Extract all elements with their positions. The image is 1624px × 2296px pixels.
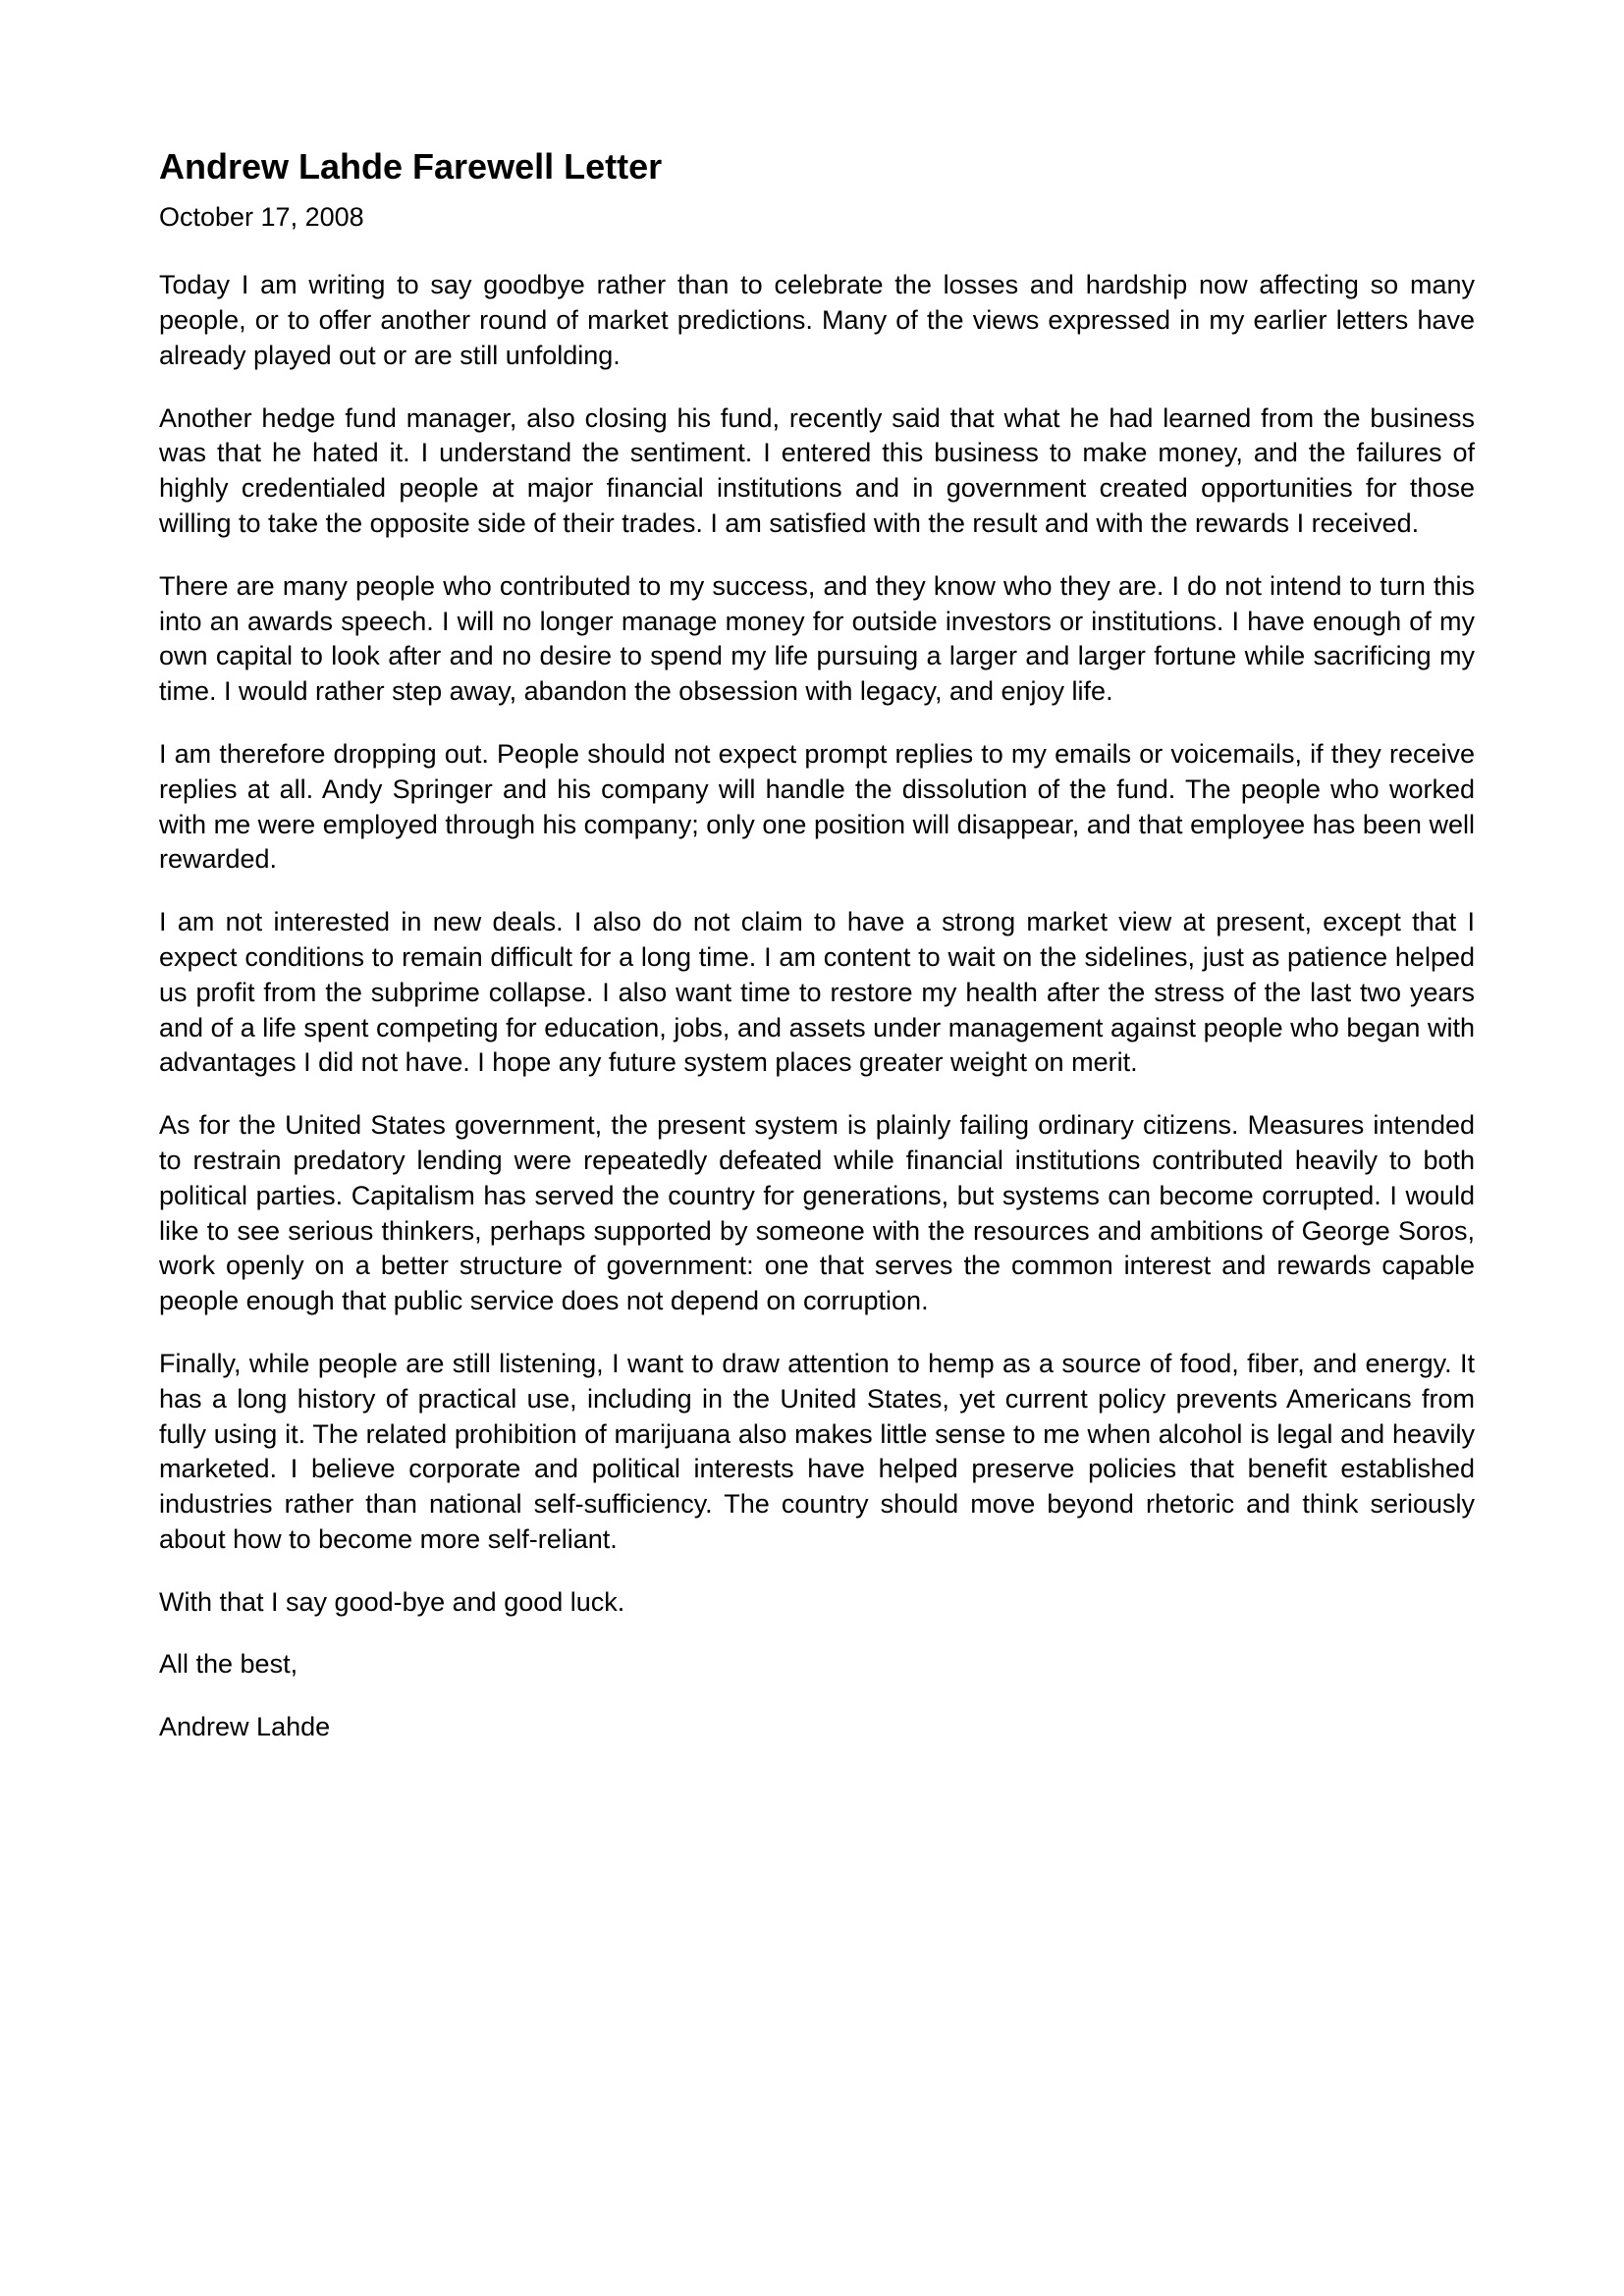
- signature-name: Andrew Lahde: [159, 1712, 331, 1742]
- letter-paragraph: There are many people who contributed to my success, and they know who they are. I do not intend to turn this into an awards speech. I will no longer manage money for outside investors or institutions. I have enough of my own capital to look after and no desire to spend my life pursuing a larger and larger fortune while sacrificing my time. I would rather step away, abandon the obsession with legacy, and enjoy life.: [159, 570, 1475, 707]
- closing-line: All the best,: [159, 1649, 298, 1680]
- letter-paragraph: Finally, while people are still listening, I want to draw attention to hemp as a source of food, fiber, and energy. It has a long history of practical use, including in the United States, yet current policy prevents Americans from fully using it. The related prohibition of marijuana also makes little sense to me when alcohol is legal and heavily marketed. I believe corporate and political interests have helped preserve policies that benefit established industries rather than national self-sufficiency. The country should move beyond rhetoric and think seriously about how to become more self-reliant.: [159, 1348, 1475, 1554]
- letter-paragraph: I am therefore dropping out. People should not expect prompt replies to my emails or voicemails, if they receive replies at all. Andy Springer and his company will handle the dissolution of the fund. The people who worked with me were employed through his company; only one position will disappear, and that employee has been well rewarded.: [159, 738, 1475, 875]
- letter-paragraph: I am not interested in new deals. I also do not claim to have a strong market view at present, except that I expect conditions to remain difficult for a long time. I am content to wait on the sidelines, just as patience helped us profit from the subprime collapse. I also want time to restore my health after the stress of the last two years and of a life spent competing for education, jobs, and assets under management against people who began with advantages I did not have. I hope any future system places greater weight on merit.: [159, 907, 1475, 1078]
- letter-paragraph: As for the United States government, the present system is plainly failing ordinary citizens. Measures intended to restrain predatory lending were repeatedly defeated while financial institutions contributed heavily to both political parties. Capitalism has served the country for generations, but systems can become corrupted. I would like to see serious thinkers, perhaps supported by someone with the resources and ambitions of George Soros, work openly on a better structure of government: one that serves the common interest and rewards capable people enough that public service does not depend on corruption.: [159, 1110, 1475, 1316]
- farewell-line: With that I say good-bye and good luck.: [159, 1586, 625, 1617]
- letter-paragraph: Today I am writing to say goodbye rather than to celebrate the losses and hardship now affecting so many people, or to offer another round of market predictions. Many of the views expressed in my earlier letters have already played out or are still unfolding.: [159, 270, 1475, 370]
- letter-page: [159, 145, 1475, 1745]
- letter-paragraph: Another hedge fund manager, also closing his fund, recently said that what he had learned from the business was that he hated it. I understand the sentiment. I entered this business to make money, and the failures of highly credentialed people at major financial institutions and in government created opportunities for those willing to take the opposite side of their trades. I am satisfied with the result and with the rewards I received.: [159, 402, 1475, 538]
- letter-date: October 17, 2008: [159, 202, 364, 233]
- letter-title: Andrew Lahde Farewell Letter: [159, 146, 663, 187]
